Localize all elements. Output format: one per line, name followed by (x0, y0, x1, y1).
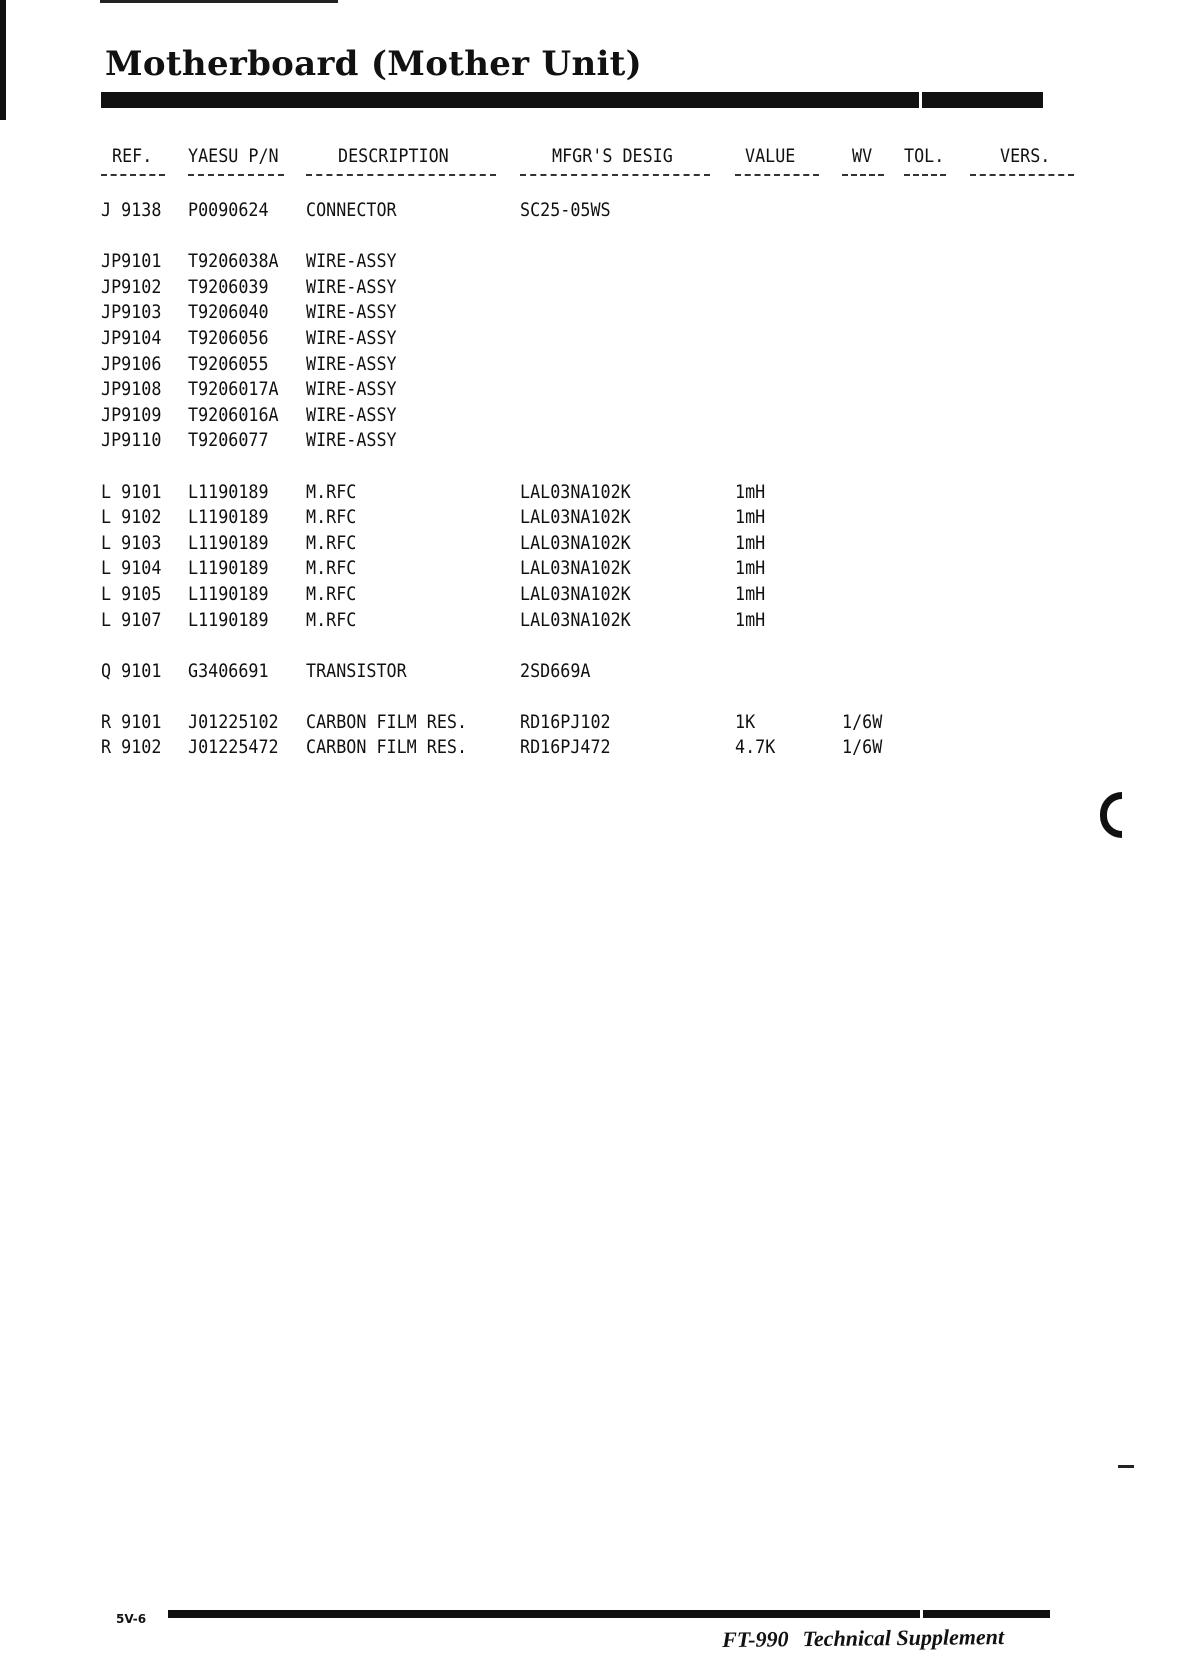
table-cell-mfgr: LAL03NA102K (520, 531, 631, 554)
group-spacer (188, 633, 279, 659)
table-cell-wv (842, 352, 882, 378)
table-cell-value (735, 428, 775, 454)
table-cell-desc: TRANSISTOR (306, 659, 407, 682)
table-cell-pn: T9206077 (188, 429, 269, 452)
group-spacer (735, 224, 775, 250)
group-spacer (735, 454, 775, 480)
table-cell-pn: T9206055 (188, 352, 269, 375)
edge-dash-mark (1118, 1465, 1134, 1468)
table-cell-mfgr: LAL03NA102K (520, 582, 631, 605)
table-cell-wv (842, 300, 882, 326)
table-cell-wv: 1/6W (842, 736, 883, 759)
binding-mark (1100, 792, 1122, 838)
table-cell-mfgr (520, 352, 631, 378)
header-tol: TOL. (904, 145, 945, 167)
table-cell-ref: JP9106 (101, 352, 162, 375)
group-spacer (306, 684, 467, 710)
table-cell-pn: G3406691 (188, 659, 269, 682)
page-number: 5V-6 (116, 1612, 147, 1626)
table-cell-value: 1mH (735, 608, 766, 631)
table-cell-desc: M.RFC (306, 582, 357, 605)
group-spacer (306, 454, 467, 480)
table-cell-value (735, 377, 775, 403)
table-cell-value: 4.7K (735, 736, 776, 759)
table-cell-desc: WIRE-ASSY (306, 301, 397, 324)
table-cell-wv (842, 428, 882, 454)
footer-title (722, 1624, 1004, 1653)
header-wv: WV (852, 145, 873, 167)
group-spacer (188, 224, 279, 250)
table-cell-value: 1K (735, 710, 756, 733)
table-cell-value (735, 659, 775, 685)
table-cell-desc: M.RFC (306, 506, 357, 529)
title-bar (101, 92, 1043, 108)
table-cell-desc: WIRE-ASSY (306, 403, 397, 426)
table-cell-value (735, 300, 775, 326)
table-cell-wv (842, 403, 882, 429)
table-cell-value (735, 352, 775, 378)
page-edge-mark (0, 0, 6, 120)
group-spacer (842, 224, 882, 250)
group-spacer (520, 454, 631, 480)
group-spacer (101, 454, 161, 480)
table-cell-ref: JP9109 (101, 403, 162, 426)
table-cell-pn: L1190189 (188, 531, 269, 554)
table-cell-ref: L 9102 (101, 506, 162, 529)
table-cell-pn: L1190189 (188, 506, 269, 529)
table-cell-pn: T9206039 (188, 275, 269, 298)
table-cell-ref: JP9108 (101, 378, 162, 401)
table-cell-pn: L1190189 (188, 608, 269, 631)
table-cell-value (735, 326, 775, 352)
table-cell-ref: J 9138 (101, 199, 162, 221)
table-cell-wv (842, 531, 882, 557)
table-cell-pn: L1190189 (188, 480, 269, 503)
header-ref: REF. (112, 145, 153, 167)
table-cell-value: 1mH (735, 480, 766, 503)
table-cell-ref: L 9107 (101, 608, 162, 631)
table-cell-wv (842, 249, 882, 275)
table-cell-mfgr (520, 249, 631, 275)
table-cell-mfgr: LAL03NA102K (520, 557, 631, 580)
table-cell-ref: L 9103 (101, 531, 162, 554)
table-cell-wv (842, 582, 882, 608)
table-cell-ref: R 9101 (101, 710, 162, 733)
header-rule-value (735, 174, 819, 176)
group-spacer (101, 224, 161, 250)
table-cell-wv (842, 505, 882, 531)
table-cell-pn: L1190189 (188, 557, 269, 580)
group-spacer (520, 224, 631, 250)
table-cell-wv: 1/6W (842, 710, 883, 733)
table-cell-wv (842, 377, 882, 403)
group-spacer (306, 224, 467, 250)
table-cell-desc: M.RFC (306, 480, 357, 503)
table-cell-wv (842, 556, 882, 582)
table-cell-ref: Q 9101 (101, 659, 162, 682)
table-cell-wv (842, 608, 882, 634)
header-value: VALUE (745, 145, 796, 167)
table-cell-desc: WIRE-ASSY (306, 275, 397, 298)
column-value (735, 198, 775, 761)
footer-bar (168, 1610, 1050, 1618)
table-cell-desc: M.RFC (306, 531, 357, 554)
table-cell-pn: T9206017A (188, 378, 279, 401)
table-cell-value: 1mH (735, 557, 766, 580)
table-cell-mfgr (520, 326, 631, 352)
table-cell-mfgr: 2SD669A (520, 659, 591, 682)
table-cell-ref: JP9110 (101, 429, 162, 452)
group-spacer (735, 684, 775, 710)
table-cell-ref: L 9105 (101, 582, 162, 605)
table-cell-desc: WIRE-ASSY (306, 352, 397, 375)
group-spacer (735, 633, 775, 659)
table-cell-mfgr (520, 403, 631, 429)
table-cell-desc: CONNECTOR (306, 199, 397, 221)
group-spacer (101, 684, 161, 710)
table-cell-desc: WIRE-ASSY (306, 250, 397, 273)
table-cell-desc: M.RFC (306, 557, 357, 580)
table-cell-value (735, 198, 775, 224)
header-rule-ref (101, 174, 165, 176)
group-spacer (188, 684, 279, 710)
table-cell-pn: J01225472 (188, 736, 279, 759)
table-cell-value: 1mH (735, 506, 766, 529)
table-cell-mfgr: RD16PJ472 (520, 736, 611, 759)
table-cell-ref: JP9102 (101, 275, 162, 298)
table-cell-value (735, 275, 775, 301)
header-mfgr: MFGR'S DESIG (552, 145, 673, 167)
table-cell-value (735, 403, 775, 429)
table-cell-pn: T9206016A (188, 403, 279, 426)
table-cell-ref: L 9101 (101, 480, 162, 503)
table-cell-wv (842, 326, 882, 352)
header-rule-wv (842, 174, 884, 176)
group-spacer (306, 633, 467, 659)
table-cell-desc: WIRE-ASSY (306, 378, 397, 401)
table-cell-mfgr (520, 300, 631, 326)
table-cell-value (735, 249, 775, 275)
table-cell-ref: L 9104 (101, 557, 162, 580)
table-cell-desc: WIRE-ASSY (306, 429, 397, 452)
table-cell-wv (842, 198, 882, 224)
table-cell-desc: M.RFC (306, 608, 357, 631)
table-cell-desc: CARBON FILM RES. (306, 710, 468, 733)
column-ref (101, 198, 161, 761)
table-cell-pn: L1190189 (188, 582, 269, 605)
column-pn (188, 198, 279, 761)
table-cell-mfgr: LAL03NA102K (520, 506, 631, 529)
table-cell-mfgr: RD16PJ102 (520, 710, 611, 733)
group-spacer (520, 684, 631, 710)
header-rule-vers (970, 174, 1074, 176)
column-mfgr (520, 198, 631, 761)
group-spacer (842, 684, 882, 710)
group-spacer (520, 633, 631, 659)
table-cell-pn: J01225102 (188, 710, 279, 733)
header-rule-tol (904, 174, 946, 176)
group-spacer (842, 454, 882, 480)
table-cell-wv (842, 275, 882, 301)
footer-model: FT-990 (722, 1626, 789, 1652)
table-cell-desc: WIRE-ASSY (306, 326, 397, 349)
table-cell-mfgr (520, 377, 631, 403)
top-rule (100, 0, 338, 3)
table-cell-pn: T9206040 (188, 301, 269, 324)
table-cell-value: 1mH (735, 531, 766, 554)
column-desc (306, 198, 467, 761)
page-title: Motherboard (Mother Unit) (105, 44, 643, 84)
table-cell-mfgr: LAL03NA102K (520, 480, 631, 503)
column-wv (842, 198, 882, 761)
group-spacer (842, 633, 882, 659)
header-rule-mfgr (520, 174, 710, 176)
table-cell-mfgr: SC25-05WS (520, 199, 611, 221)
table-cell-pn: T9206056 (188, 326, 269, 349)
table-cell-ref: JP9104 (101, 326, 162, 349)
table-cell-value: 1mH (735, 582, 766, 605)
footer-supplement: Technical Supplement (802, 1624, 1005, 1652)
header-rule-pn (188, 174, 284, 176)
header-vers: VERS. (1000, 145, 1051, 167)
table-cell-ref: R 9102 (101, 736, 162, 759)
table-cell-mfgr (520, 275, 631, 301)
group-spacer (101, 633, 161, 659)
table-cell-ref: JP9103 (101, 301, 162, 324)
table-cell-pn: P0090624 (188, 199, 269, 221)
table-cell-mfgr: LAL03NA102K (520, 608, 631, 631)
table-cell-wv (842, 480, 882, 506)
table-cell-pn: T9206038A (188, 250, 279, 273)
table-cell-wv (842, 659, 882, 685)
group-spacer (188, 454, 279, 480)
header-rule-desc (306, 174, 496, 176)
header-pn: YAESU P/N (188, 145, 279, 167)
table-cell-mfgr (520, 428, 631, 454)
table-cell-desc: CARBON FILM RES. (306, 736, 468, 759)
header-desc: DESCRIPTION (338, 145, 449, 167)
table-cell-ref: JP9101 (101, 250, 162, 273)
